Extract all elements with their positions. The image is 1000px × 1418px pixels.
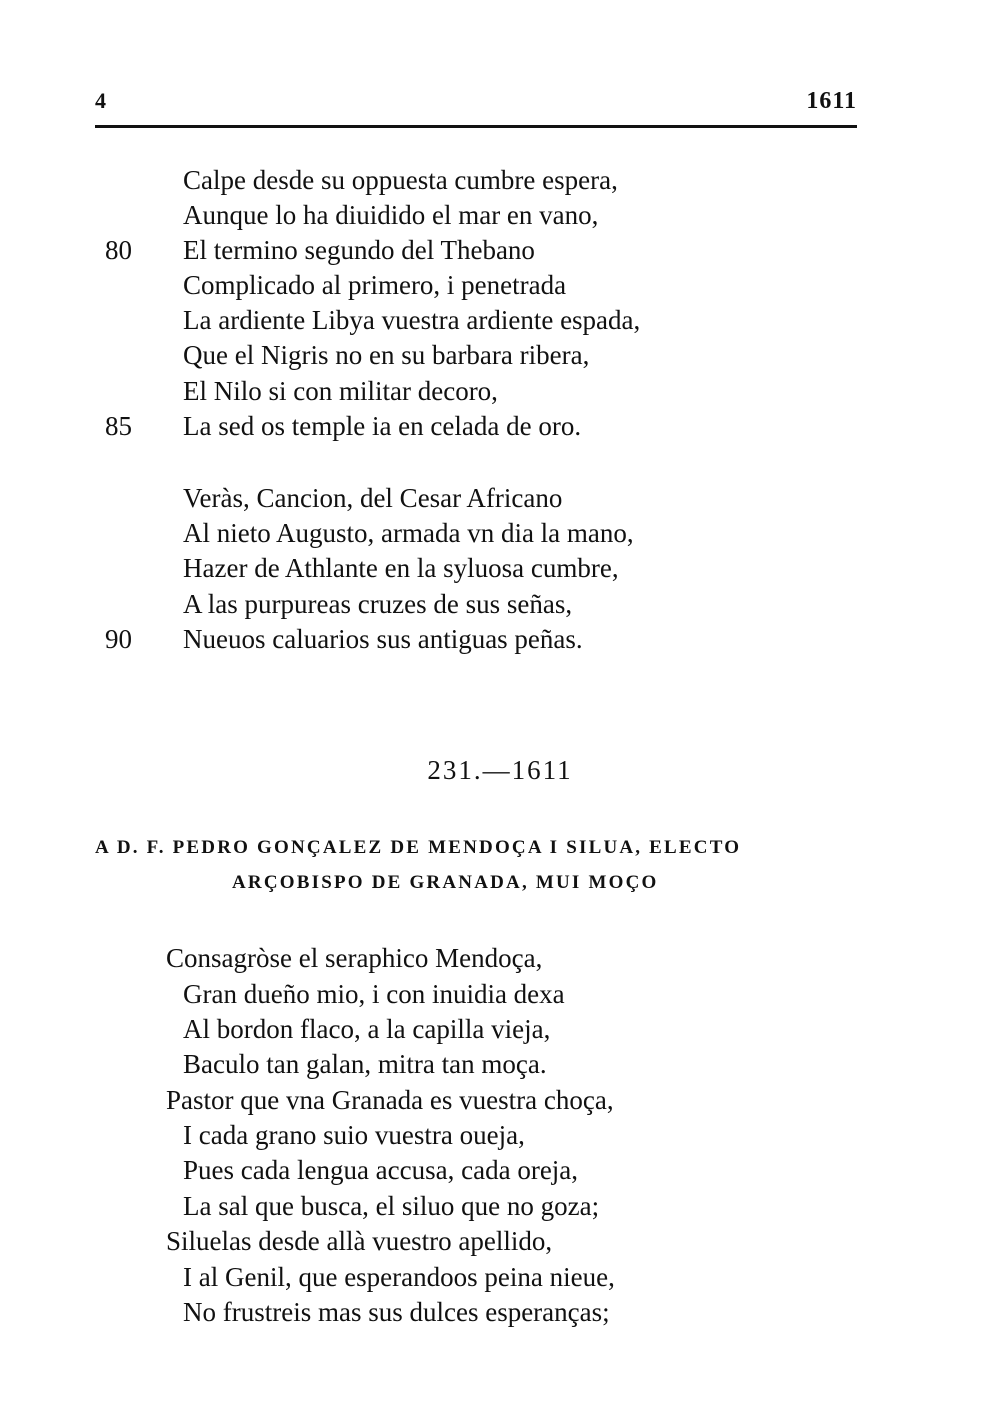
- verse-line: [0, 162, 1000, 198]
- verse-line: [0, 480, 1000, 516]
- line-number: 85: [105, 411, 132, 441]
- verse-line: [0, 586, 1000, 622]
- verse-text: Calpe desde su oppuesta cumbre espera,: [183, 165, 618, 195]
- dedication-line-2: ARÇOBISPO DE GRANADA, MUI MOÇO: [232, 872, 659, 893]
- dedication-line-1: A D. F. PEDRO GONÇALEZ DE MENDOÇA I SILUA, ELECTO: [95, 837, 742, 858]
- verse-line: [0, 302, 1000, 338]
- verse-text: El Nilo si con militar decoro,: [183, 376, 498, 406]
- header-rule: [95, 125, 857, 128]
- verse-line: [0, 1117, 1000, 1153]
- verse-line: [0, 1223, 1000, 1259]
- line-number: 90: [105, 624, 132, 654]
- verse-line: [0, 1152, 1000, 1188]
- verse-text: Baculo tan galan, mitra tan moça.: [183, 1049, 547, 1079]
- running-head-year: 1611: [806, 88, 857, 114]
- verse-line: [0, 1011, 1000, 1047]
- verse-line: [0, 197, 1000, 233]
- verse-text: La sed os temple ia en celada de oro.: [183, 411, 582, 441]
- verse-text: Siluelas desde allà vuestro apellido,: [166, 1226, 553, 1256]
- verse-line: [0, 337, 1000, 373]
- verse-line: [0, 1259, 1000, 1295]
- verse-text: Complicado al primero, i penetrada: [183, 270, 567, 300]
- verse-text: Al bordon flaco, a la capilla vieja,: [183, 1014, 551, 1044]
- verse-text: Consagròse el seraphico Mendoça,: [166, 943, 543, 973]
- verse-line: [0, 550, 1000, 586]
- verse-text: La ardiente Libya vuestra ardiente espada,: [183, 305, 641, 335]
- verse-text: I cada grano suio vuestra oueja,: [183, 1120, 525, 1150]
- verse-text: Aunque lo ha diuidido el mar en vano,: [183, 200, 599, 230]
- verse-line: [0, 940, 1000, 976]
- verse-line: [0, 976, 1000, 1012]
- verse-line: [0, 232, 1000, 268]
- verse-line: [0, 1082, 1000, 1118]
- verse-line: [0, 408, 1000, 444]
- verse-text: Pues cada lengua accusa, cada oreja,: [183, 1155, 579, 1185]
- verse-text: Veràs, Cancion, del Cesar Africano: [183, 483, 563, 513]
- verse-text: No frustreis mas sus dulces esperanças;: [183, 1297, 610, 1327]
- verse-line: [0, 1294, 1000, 1330]
- verse-line: [0, 267, 1000, 303]
- verse-text: Que el Nigris no en su barbara ribera,: [183, 340, 590, 370]
- verse-text: I al Genil, que esperandoos peina nieue,: [183, 1262, 615, 1292]
- verse-line: [0, 621, 1000, 657]
- verse-text: Gran dueño mio, i con inuidia dexa: [183, 979, 565, 1009]
- verse-text: A las purpureas cruzes de sus señas,: [183, 589, 573, 619]
- page-number: 4: [95, 88, 106, 113]
- verse-text: La sal que busca, el siluo que no goza;: [183, 1191, 600, 1221]
- verse-text: Pastor que vna Granada es vuestra choça,: [166, 1085, 614, 1115]
- verse-line: [0, 373, 1000, 409]
- poem-title: 231.—1611: [427, 755, 573, 785]
- line-number: 80: [105, 235, 132, 265]
- verse-text: El termino segundo del Thebano: [183, 235, 535, 265]
- verse-text: Al nieto Augusto, armada vn dia la mano,: [183, 518, 634, 548]
- verse-text: Hazer de Athlante en la syluosa cumbre,: [183, 553, 619, 583]
- verse-line: [0, 1046, 1000, 1082]
- page-header: [95, 88, 857, 118]
- verse-line: [0, 1188, 1000, 1224]
- verse-text: Nueuos caluarios sus antiguas peñas.: [183, 624, 583, 654]
- verse-line: [0, 515, 1000, 551]
